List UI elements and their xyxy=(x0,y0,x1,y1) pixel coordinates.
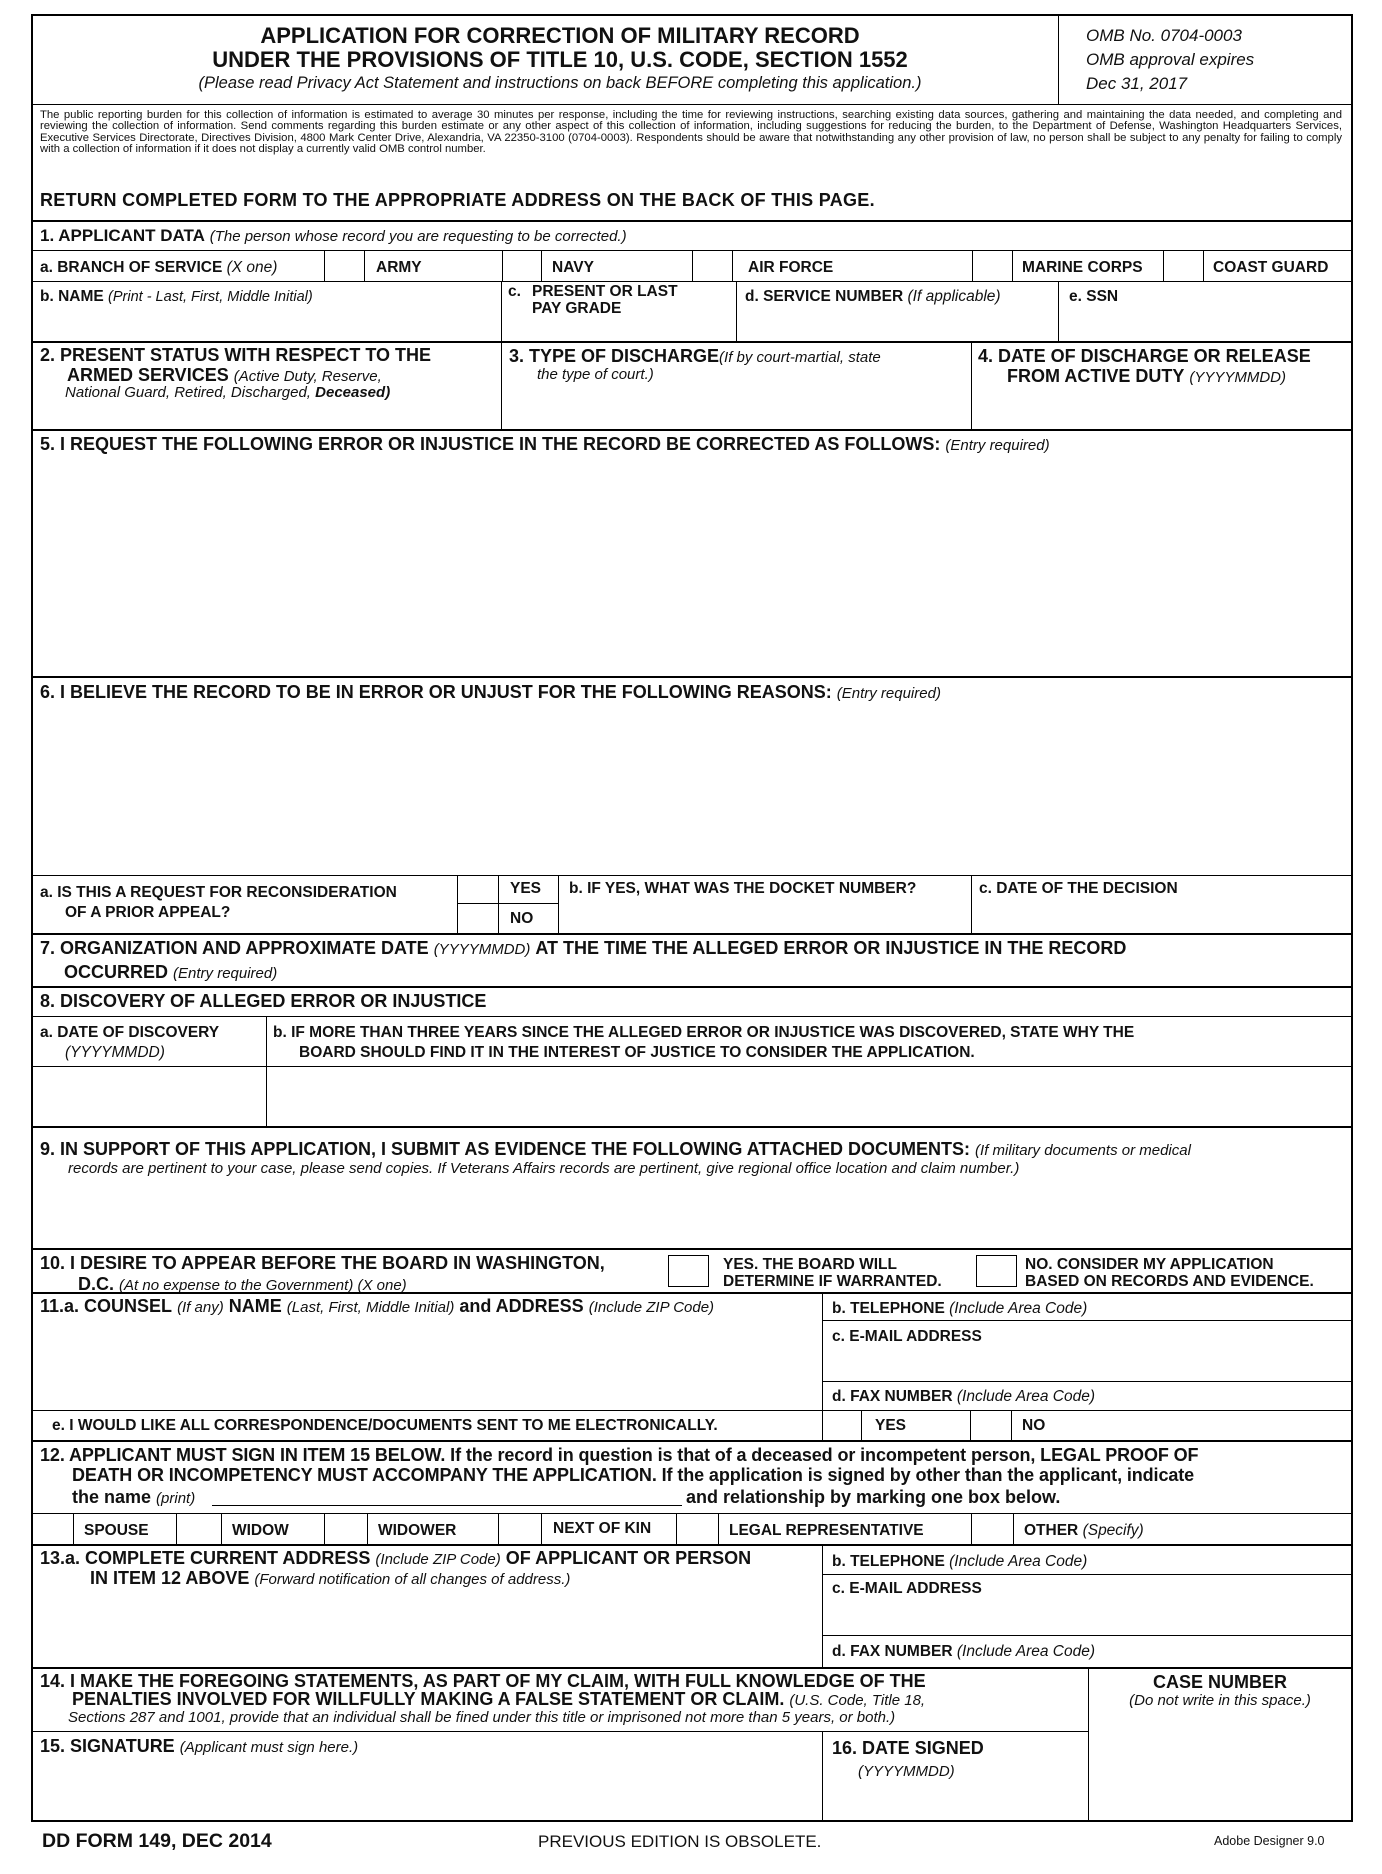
section-7-note-2: (Entry required) xyxy=(173,965,278,982)
applicant-fax-label xyxy=(832,1643,1095,1660)
case-number-label: CASE NUMBER xyxy=(1152,1672,1287,1692)
rule xyxy=(1013,1513,1014,1544)
branch-marines-checkbox[interactable] xyxy=(973,251,1012,281)
rule xyxy=(31,1667,1353,1669)
counsel-label-text: 11.a. COUNSEL xyxy=(40,1296,173,1316)
section-5-note: (Entry required) xyxy=(945,437,1050,454)
rule xyxy=(176,1513,177,1544)
rule xyxy=(822,1635,1353,1636)
reconsideration-yes-label: YES xyxy=(510,880,542,897)
evidence-textarea[interactable] xyxy=(33,1182,1351,1246)
rule xyxy=(822,1731,823,1822)
discharge-date-label-2 xyxy=(1007,366,1286,388)
docket-number-label: b. IF YES, WHAT WAS THE DOCKET NUMBER? xyxy=(569,880,917,897)
rule xyxy=(324,1513,325,1544)
representative-name-input[interactable] xyxy=(212,1484,682,1505)
counsel-fax-input[interactable] xyxy=(1130,1386,1350,1408)
address-label: 13.a. COMPLETE CURRENT ADDRESS xyxy=(40,1548,371,1568)
return-instruction: RETURN COMPLETED FORM TO THE APPROPRIATE ADDRESS ON THE BACK OF THIS PAGE. xyxy=(40,190,875,210)
organization-date-input[interactable] xyxy=(300,962,1350,984)
section-10-dc: D.C. xyxy=(78,1274,114,1294)
discharge-type-note-2: the type of court.) xyxy=(537,366,654,383)
applicant-fax-note: (Include Area Code) xyxy=(956,1643,1096,1660)
counsel-telephone-input[interactable] xyxy=(1000,1298,1350,1318)
rule xyxy=(31,875,1353,876)
relationship-legal-rep-label: LEGAL REPRESENTATIVE xyxy=(729,1522,924,1539)
representative-name-underline xyxy=(212,1505,682,1506)
rule xyxy=(822,1574,1353,1575)
rule xyxy=(1203,250,1204,281)
rule xyxy=(541,250,542,281)
counsel-label xyxy=(40,1296,714,1318)
discharge-date-note: (YYYYMMDD) xyxy=(1189,369,1287,386)
branch-army-checkbox[interactable] xyxy=(325,251,364,281)
rule xyxy=(31,1513,1353,1514)
signature-label xyxy=(40,1736,358,1758)
service-number-label xyxy=(745,288,1001,305)
electronic-yes-checkbox[interactable] xyxy=(824,1412,861,1439)
section-1-note: (The person whose record you are requesting to be corrected.) xyxy=(209,228,627,245)
pay-grade-label: PRESENT OR LAST PAY GRADE xyxy=(532,283,678,317)
address-label-b: OF APPLICANT OR PERSON xyxy=(505,1548,752,1568)
decision-date-input[interactable] xyxy=(973,900,1351,932)
relationship-widower-label: WIDOWER xyxy=(378,1522,457,1539)
rule xyxy=(31,1066,1353,1067)
section-13-heading-2 xyxy=(90,1568,570,1590)
applicant-telephone-note: (Include Area Code) xyxy=(949,1553,1088,1570)
date-signed-label: 16. DATE SIGNED xyxy=(832,1738,984,1758)
branch-airforce-checkbox[interactable] xyxy=(693,251,732,281)
reconsideration-no-checkbox[interactable] xyxy=(459,905,497,932)
section-8-label: 8. DISCOVERY OF ALLEGED ERROR OR INJUSTICE xyxy=(40,991,487,1011)
rule xyxy=(501,341,502,429)
counsel-telephone-label-text: b. TELEPHONE xyxy=(832,1300,945,1317)
rule xyxy=(1012,250,1013,281)
service-number-input[interactable] xyxy=(738,308,1057,340)
electronic-no-label: NO xyxy=(1022,1417,1046,1434)
rule xyxy=(31,104,1353,105)
signature-field[interactable] xyxy=(33,1758,820,1820)
address-note-2: (Forward notification of all changes of address.) xyxy=(254,1571,571,1588)
rule xyxy=(364,250,365,281)
counsel-telephone-note: (Include Area Code) xyxy=(949,1300,1088,1317)
relationship-spouse-label: SPOUSE xyxy=(84,1522,149,1539)
pay-grade-letter: c. xyxy=(508,283,521,300)
omb-number: OMB No. 0704-0003 xyxy=(1086,26,1242,45)
section-1-heading xyxy=(40,226,627,246)
correction-request-textarea[interactable] xyxy=(33,456,1351,674)
address-label-2: IN ITEM 12 ABOVE xyxy=(90,1568,250,1588)
applicant-email-input[interactable] xyxy=(824,1600,1351,1632)
name-label-text: b. NAME xyxy=(40,288,104,305)
section-7-label: 7. ORGANIZATION AND APPROXIMATE DATE xyxy=(40,938,429,958)
branch-marines-label: MARINE CORPS xyxy=(1022,259,1143,276)
ssn-input[interactable] xyxy=(1060,308,1350,340)
discharge-date-label-2-text: FROM ACTIVE DUTY xyxy=(1007,366,1185,386)
reasons-textarea[interactable] xyxy=(33,704,1351,874)
rule xyxy=(31,1410,1353,1411)
section-1-title: 1. APPLICANT DATA xyxy=(40,226,205,245)
rule xyxy=(31,676,1353,678)
branch-navy-checkbox[interactable] xyxy=(503,251,541,281)
rule xyxy=(31,933,1353,935)
rule xyxy=(31,1126,1353,1128)
counsel-email-input[interactable] xyxy=(824,1348,1351,1378)
section-12-line-1: 12. APPLICANT MUST SIGN IN ITEM 15 BELOW. If the record in question is that of a deceased or incompetent person, LEGAL PROOF OF xyxy=(40,1445,1199,1465)
rule xyxy=(1058,281,1059,341)
status-note-deceased: Deceased) xyxy=(315,384,391,401)
rule xyxy=(732,250,733,281)
discharge-type-input[interactable] xyxy=(503,388,970,428)
section-12-line-3a xyxy=(72,1487,195,1509)
appear-no-label-2: BASED ON RECORDS AND EVIDENCE. xyxy=(1025,1273,1314,1290)
relationship-widow-label: WIDOW xyxy=(232,1522,289,1539)
rule xyxy=(822,1320,1353,1321)
name-label xyxy=(40,288,313,306)
branch-label xyxy=(40,259,277,276)
section-7-label-b: AT THE TIME THE ALLEGED ERROR OR INJUSTICE IN THE RECORD xyxy=(535,938,1127,958)
date-signed-note: (YYYYMMDD) xyxy=(858,1763,955,1780)
discovery-date-input[interactable] xyxy=(33,1068,265,1125)
section-5-label: 5. I REQUEST THE FOLLOWING ERROR OR INJUSTICE IN THE RECORD BE CORRECTED AS FOLLOWS: xyxy=(40,434,941,454)
section-7-heading-2 xyxy=(64,962,277,984)
rule xyxy=(73,1513,74,1544)
section-6-heading xyxy=(40,682,941,704)
branch-navy-label: NAVY xyxy=(552,259,594,276)
counsel-name-address-textarea[interactable] xyxy=(33,1318,821,1410)
discovery-date-label: a. DATE OF DISCOVERY xyxy=(40,1024,220,1041)
counsel-fax-note: (Include Area Code) xyxy=(956,1388,1096,1405)
relationship-next-of-kin-label: NEXT OF KIN xyxy=(553,1520,652,1537)
rule xyxy=(971,1513,972,1544)
section-12-name-label: the name xyxy=(72,1487,152,1507)
rule xyxy=(971,875,972,933)
branch-coastguard-label: COAST GUARD xyxy=(1213,259,1329,276)
rule xyxy=(457,875,458,933)
ssn-label: e. SSN xyxy=(1069,288,1119,305)
relationship-other-text: OTHER xyxy=(1024,1522,1079,1539)
reconsideration-yes-checkbox[interactable] xyxy=(459,877,497,902)
section-10-note: (At no expense to the Government) (X one) xyxy=(119,1277,407,1294)
counsel-fax-label xyxy=(832,1388,1095,1405)
rule xyxy=(971,341,972,429)
pay-grade-input[interactable] xyxy=(503,318,735,340)
rule xyxy=(822,1381,1353,1382)
status-note-2-text: National Guard, Retired, Discharged, xyxy=(65,384,311,401)
rule xyxy=(736,281,737,341)
section-14-line-1: 14. I MAKE THE FOREGOING STATEMENTS, AS PART OF MY CLAIM, WITH FULL KNOWLEDGE OF THE xyxy=(40,1671,926,1691)
section-14-line-2 xyxy=(72,1689,925,1711)
discharge-date-input[interactable] xyxy=(973,390,1351,428)
status-note-2 xyxy=(65,384,390,401)
rule xyxy=(541,1513,542,1544)
reconsideration-label-2: OF A PRIOR APPEAL? xyxy=(65,904,231,921)
rule xyxy=(31,1731,1089,1732)
rule xyxy=(822,1544,823,1667)
status-note: (Active Duty, Reserve, xyxy=(233,368,382,385)
rule xyxy=(31,1016,1353,1017)
rule xyxy=(31,986,1353,988)
rule xyxy=(31,341,1353,343)
appear-no-label: NO. CONSIDER MY APPLICATION xyxy=(1025,1256,1274,1273)
rule xyxy=(676,1513,677,1544)
rule xyxy=(501,281,502,341)
omb-date: Dec 31, 2017 xyxy=(1086,74,1188,93)
relationship-widower-checkbox[interactable] xyxy=(326,1515,367,1543)
header-divider xyxy=(1058,14,1059,105)
docket-number-input[interactable] xyxy=(560,900,970,932)
name-note: (Print - Last, First, Middle Initial) xyxy=(108,289,313,305)
rule xyxy=(822,1292,823,1440)
justification-label: b. IF MORE THAN THREE YEARS SINCE THE ALLEGED ERROR OR INJUSTICE WAS DISCOVERED, STATE WHY THE xyxy=(273,1024,1135,1041)
section-14-line-2-text: PENALTIES INVOLVED FOR WILLFULLY MAKING A FALSE STATEMENT OR CLAIM. xyxy=(72,1689,785,1709)
status-label: 2. PRESENT STATUS WITH RESPECT TO THE xyxy=(40,345,432,365)
software-credit: Adobe Designer 9.0 xyxy=(1214,1834,1325,1848)
relationship-other-input[interactable] xyxy=(1160,1515,1350,1543)
form-title-line1: APPLICATION FOR CORRECTION OF MILITARY RECORD xyxy=(260,23,860,48)
counsel-address-label: and ADDRESS xyxy=(459,1296,584,1316)
rule xyxy=(31,429,1353,431)
section-6-note: (Entry required) xyxy=(836,685,941,702)
signature-label-text: 15. SIGNATURE xyxy=(40,1736,175,1756)
rule xyxy=(718,1513,719,1544)
rule xyxy=(970,1410,971,1440)
rule xyxy=(498,1513,499,1544)
rule xyxy=(558,875,559,933)
applicant-address-textarea[interactable] xyxy=(33,1590,821,1666)
section-12-line-2: DEATH OR INCOMPETENCY MUST ACCOMPANY THE APPLICATION. If the application is signed by other than the applicant, indicate xyxy=(72,1465,1195,1485)
branch-note: (X one) xyxy=(226,259,278,276)
section-14-note-2: Sections 287 and 1001, provide that an individual shall be fined under this title or imprisoned not more than 5 years, or both.) xyxy=(68,1709,896,1726)
rule xyxy=(221,1513,222,1544)
appear-no-checkbox[interactable] xyxy=(976,1255,1017,1287)
service-number-label-text: d. SERVICE NUMBER xyxy=(745,288,904,305)
counsel-address-note: (Include ZIP Code) xyxy=(588,1299,715,1316)
electronic-yes-label: YES xyxy=(875,1417,907,1434)
rule xyxy=(31,1292,1353,1294)
counsel-name-note: (Last, First, Middle Initial) xyxy=(286,1299,455,1316)
relationship-other-note: (Specify) xyxy=(1082,1522,1144,1539)
rule xyxy=(1011,1410,1012,1440)
section-9-label: 9. IN SUPPORT OF THIS APPLICATION, I SUBMIT AS EVIDENCE THE FOLLOWING ATTACHED DOCUMENTS: xyxy=(40,1139,971,1159)
section-13-heading xyxy=(40,1548,751,1570)
section-12-name-note: (print) xyxy=(156,1490,196,1507)
rule xyxy=(498,875,499,933)
branch-label-text: a. BRANCH OF SERVICE xyxy=(40,259,223,276)
section-5-heading xyxy=(40,434,1050,456)
discharge-date-label: 4. DATE OF DISCHARGE OR RELEASE xyxy=(978,346,1311,366)
counsel-name-label: NAME xyxy=(228,1296,282,1316)
rule xyxy=(861,1410,862,1440)
previous-edition-notice: PREVIOUS EDITION IS OBSOLETE. xyxy=(538,1832,822,1851)
justification-textarea[interactable] xyxy=(268,1068,1351,1125)
counsel-email-label: c. E-MAIL ADDRESS xyxy=(832,1328,982,1345)
discharge-type-note: (If by court-martial, state xyxy=(719,349,881,366)
justification-label-2: BOARD SHOULD FIND IT IN THE INTEREST OF JUSTICE TO CONSIDER THE APPLICATION. xyxy=(299,1044,975,1061)
section-7-label-2: OCCURRED xyxy=(64,962,169,982)
status-label-2-text: ARMED SERVICES xyxy=(67,365,229,385)
branch-army-label: ARMY xyxy=(376,259,422,276)
section-6-label: 6. I BELIEVE THE RECORD TO BE IN ERROR OR UNJUST FOR THE FOLLOWING REASONS: xyxy=(40,682,832,702)
date-signed-input[interactable] xyxy=(824,1784,1086,1820)
section-9-heading xyxy=(40,1139,1191,1161)
rule xyxy=(266,1016,267,1126)
rule xyxy=(457,903,558,904)
name-input[interactable] xyxy=(33,308,500,340)
discharge-type-label xyxy=(509,346,881,368)
applicant-telephone-input[interactable] xyxy=(1000,1550,1350,1572)
electronic-correspondence-label: e. I WOULD LIKE ALL CORRESPONDENCE/DOCUMENTS SENT TO ME ELECTRONICALLY. xyxy=(52,1417,718,1434)
omb-expires: OMB approval expires xyxy=(1086,50,1255,69)
section-12-line-3b: and relationship by marking one box below. xyxy=(686,1487,1061,1507)
section-7-note: (YYYYMMDD) xyxy=(433,941,531,958)
rule xyxy=(31,1544,1353,1546)
section-9-note-2: records are pertinent to your case, please send copies. If Veterans Affairs records are pertinent, give regional office location and claim number.) xyxy=(68,1160,1020,1177)
form-id: DD FORM 149, DEC 2014 xyxy=(42,1830,272,1852)
case-number-note: (Do not write in this space.) xyxy=(1129,1692,1311,1709)
relationship-widow-checkbox[interactable] xyxy=(178,1515,221,1543)
signature-note: (Applicant must sign here.) xyxy=(179,1739,359,1756)
relationship-spouse-checkbox[interactable] xyxy=(33,1515,73,1543)
section-7-heading xyxy=(40,938,1126,960)
rule xyxy=(1088,1667,1089,1822)
section-10-label: 10. I DESIRE TO APPEAR BEFORE THE BOARD IN WASHINGTON, xyxy=(40,1253,605,1273)
address-note: (Include ZIP Code) xyxy=(375,1551,501,1568)
applicant-telephone-label-text: b. TELEPHONE xyxy=(832,1553,945,1570)
appear-yes-label-2: DETERMINE IF WARRANTED. xyxy=(723,1273,942,1290)
relationship-other-label xyxy=(1024,1522,1144,1539)
branch-airforce-label: AIR FORCE xyxy=(748,259,834,276)
applicant-fax-input[interactable] xyxy=(1130,1640,1350,1664)
branch-coastguard-checkbox[interactable] xyxy=(1164,251,1203,281)
relationship-other-checkbox[interactable] xyxy=(973,1515,1013,1543)
appear-yes-label: YES. THE BOARD WILL xyxy=(723,1256,897,1273)
section-14-note: (U.S. Code, Title 18, xyxy=(789,1692,926,1709)
decision-date-label: c. DATE OF THE DECISION xyxy=(979,880,1178,897)
reconsideration-label: a. IS THIS A REQUEST FOR RECONSIDERATION xyxy=(40,884,397,901)
form-subtitle: (Please read Privacy Act Statement and instructions on back BEFORE completing this application.) xyxy=(198,74,922,92)
appear-yes-checkbox[interactable] xyxy=(668,1255,709,1287)
reconsideration-no-label: NO xyxy=(510,910,534,927)
rule xyxy=(367,1513,368,1544)
applicant-email-label: c. E-MAIL ADDRESS xyxy=(832,1580,982,1597)
rule xyxy=(31,220,1353,222)
service-number-note: (If applicable) xyxy=(907,288,1001,305)
discharge-type-label-text: 3. TYPE OF DISCHARGE xyxy=(509,346,720,366)
relationship-legal-rep-checkbox[interactable] xyxy=(678,1515,718,1543)
rule xyxy=(31,1440,1353,1442)
form-title-line2: UNDER THE PROVISIONS OF TITLE 10, U.S. CODE, SECTION 1552 xyxy=(212,47,908,72)
relationship-next-of-kin-checkbox[interactable] xyxy=(500,1515,541,1543)
burden-statement: The public reporting burden for this collection of information is estimated to average 30 minutes per response, including the time for reviewing instructions, searching existing data sources, gathering and maintaining the data needed, and completing and reviewing the collection of information. Send comments regarding this burden estimate or any other aspect of this collection of information, including suggestions for reducing the burden, to the Department of Defense, Washington Headquarters Services, Executive Services Directorate, Directives Division, 4800 Mark Center Drive, Alexandria, VA 22350-3100 (0704-0003). Respondents should be aware that notwithstanding any other provision of law, no person shall be subject to any penalty for failing to comply with a collection of information if it does not display a currently valid OMB control number. xyxy=(40,109,1342,156)
counsel-note: (If any) xyxy=(177,1299,224,1316)
electronic-no-checkbox[interactable] xyxy=(972,1412,1011,1439)
applicant-fax-label-text: d. FAX NUMBER xyxy=(832,1643,953,1660)
discovery-date-note: (YYYYMMDD) xyxy=(65,1044,165,1061)
rule xyxy=(31,1248,1353,1250)
status-input[interactable] xyxy=(33,404,500,428)
section-9-note: (If military documents or medical xyxy=(975,1142,1191,1159)
counsel-fax-label-text: d. FAX NUMBER xyxy=(832,1388,953,1405)
rule xyxy=(31,281,1353,282)
